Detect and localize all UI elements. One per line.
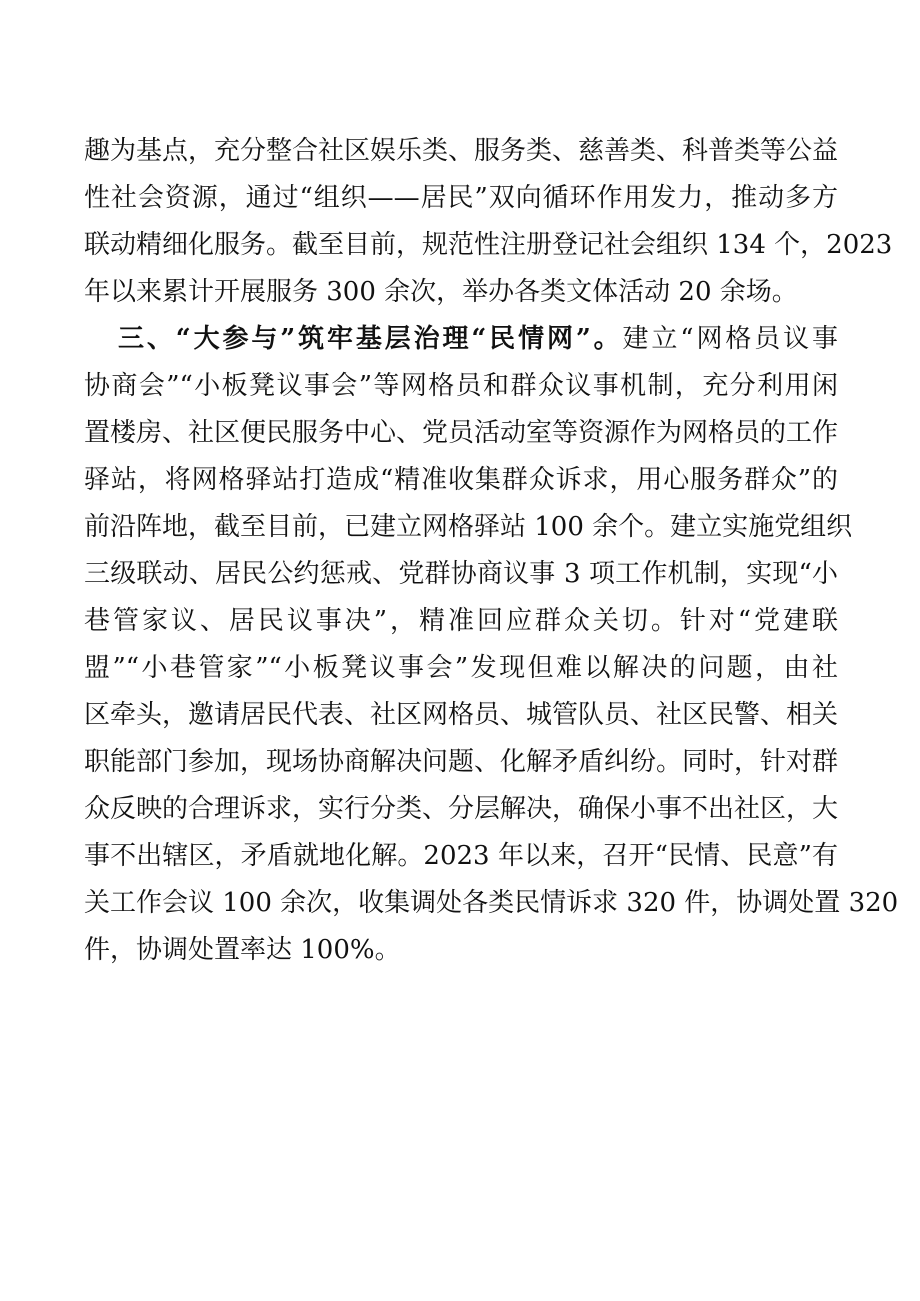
paragraph2-line-6: 三级联动、居民公约惩戒、党群协商议事 3 项工作机制，实现“小 <box>84 559 838 589</box>
paragraph2-line-12: 事不出辖区，矛盾就地化解。2023 年以来，召开“民情、民意”有 <box>84 841 838 871</box>
paragraph2-line-14: 件，协调处置率达 100%。 <box>84 935 401 965</box>
paragraph2-line-9: 区牵头，邀请居民代表、社区网格员、城管队员、社区民警、相关 <box>84 700 839 730</box>
paragraph2-line-7: 巷管家议、居民议事决”，精准回应群众关切。针对“党建联 <box>84 606 838 636</box>
paragraph2-line-2: 协商会”“小板凳议事会”等网格员和群众议事机制，充分利用闲 <box>84 371 838 401</box>
paragraph2-line-13: 关工作会议 100 余次，收集调处各类民情诉求 320 件，协调处置 320 <box>84 888 899 918</box>
paragraph1-line-3: 联动精细化服务。截至目前，规范性注册登记社会组织 134 个，2023 <box>84 230 893 260</box>
paragraph2-line-1 <box>118 319 838 359</box>
paragraph2-line-11: 众反映的合理诉求，实行分类、分层解决，确保小事不出社区，大 <box>84 794 839 824</box>
paragraph2-line-1-rest: 建立“网格员议事 <box>622 324 838 354</box>
paragraph1-line-2: 性社会资源，通过“组织——居民”双向循环作用发力，推动多方 <box>84 183 838 213</box>
paragraph2-line-8: 盟”“小巷管家”“小板凳议事会”发现但难以解决的问题，由社 <box>84 653 838 683</box>
paragraph2-line-4: 驿站，将网格驿站打造成“精准收集群众诉求，用心服务群众”的 <box>84 465 838 495</box>
section-heading: 三、“大参与”筑牢基层治理“民情网”。 <box>118 324 623 354</box>
paragraph1-line-1: 趣为基点，充分整合社区娱乐类、服务类、慈善类、科普类等公益 <box>84 136 839 166</box>
paragraph2-line-3: 置楼房、社区便民服务中心、党员活动室等资源作为网格员的工作 <box>84 418 839 448</box>
paragraph2-line-10: 职能部门参加，现场协商解决问题、化解矛盾纠纷。同时，针对群 <box>84 747 839 777</box>
paragraph2-line-5: 前沿阵地，截至目前，已建立网格驿站 100 余个。建立实施党组织 <box>84 512 853 542</box>
paragraph1-line-4: 年以来累计开展服务 300 余次，举办各类文体活动 20 余场。 <box>84 277 798 307</box>
